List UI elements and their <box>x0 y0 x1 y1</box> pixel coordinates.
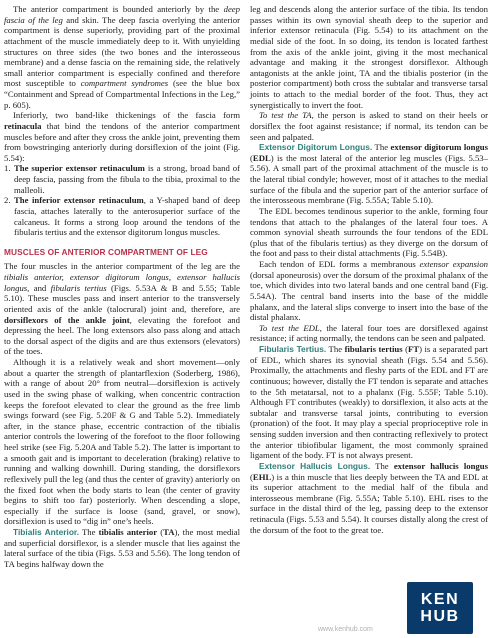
italic-term: extensor expansion <box>419 259 489 269</box>
italic-term: tibialis anterior, extensor digitorum longus, extensor hallucis longus, <box>4 272 240 293</box>
text-run: , elevating the forefoot and depressing the heel. The long extensors also pass along and attach to the dorsal aspect of the digits and are thus extensors (elevators) of the toes. <box>4 314 240 357</box>
subsection-heading: Extensor Hallucis Longus. <box>259 460 371 471</box>
text-run: The <box>326 344 345 354</box>
text-run: ( <box>157 527 164 537</box>
text-run: ) is the most lateral of the anterior leg muscles (Figs. 5.53–5.56). A small part of the proximal attachment of the muscle is to the lateral tibial condyle; however, most of it attaches to the medial surface of the fibula and the superior part of the anterior surface of the interosseous membrane (Fig. 5.55A; Table 5.10). <box>250 152 488 206</box>
intro-paragraph <box>4 4 240 110</box>
edl-expansion-paragraph <box>250 259 488 323</box>
text-run: ( <box>250 152 253 163</box>
text-run: is a strong, broad band of deep fascia, passing from the fibula to the tibia, proximal to the malleoli. <box>14 163 240 195</box>
bold-term: dorsiflexors of the ankle joint <box>4 314 130 325</box>
left-column <box>4 4 240 570</box>
kenhub-logo-badge <box>407 582 473 634</box>
dorsiflexion-paragraph: Although it is a relatively weak and short movement—only about a quarter the strength of plantarflexion (Soderberg, 1986), with a range of about 20° from neutral—dorsiflexion is actively used in the swing phase of walking, when concentric contraction keeps the forefoot elevated to clear the ground as the free limb swings forward (see Fig. 5.20F & G and Table 5.2). Immediately after, in the stance phase, eccentric contraction of the tibialis anterior controls the lowering of the forefoot to the floor following heel strike (see Fig. 5.20A and Table 5.2). The latter is important to a smooth gait and is important to deceleration (braking) relative to running and walking downhill. During standing, the dorsiflexors reflexively pull the leg (and thus the center of gravity) anteriorly on the fixed foot when the body starts to lean (the center of gravity begins to shift too far) posteriorly. When descending a slope, especially if the surface is loose (sand, gravel, or snow), dorsiflexion is used to “dig in” one’s heels. <box>4 357 240 527</box>
text-run: and <box>29 282 51 293</box>
bold-term: FT <box>408 344 420 354</box>
list-item <box>4 163 240 195</box>
logo-text: HUB <box>420 608 460 625</box>
text-run: The anterior compartment is bounded anteriorly by the <box>13 4 224 14</box>
text-run: ( <box>402 344 408 354</box>
ta-test-paragraph <box>250 110 488 142</box>
bold-term: EDL <box>252 152 271 163</box>
text-run: ) is a thin muscle that lies deeply between the TA and EDL at its superior attachment to the medial half of the fibula and interosseous membrane (Fig. 5.55A; Table 5.10). EHL rises to the surface in the distal third of the leg, passing deep to the extensor retinacula (Figs. 5.53 and 5.54). It courses distally along the crest of the dorsum of the foot to the great toe. <box>250 471 488 535</box>
list-number: 2. <box>4 195 11 206</box>
italic-term: To test the EDL <box>259 322 320 333</box>
tibialis-anterior-paragraph <box>4 527 240 570</box>
text-run: (see the blue box “Containment and Spread of Compartmental Infections in the Leg,” p. 605). <box>4 78 241 110</box>
bold-term: tibialis anterior <box>98 527 158 537</box>
bold-term: retinacula <box>4 120 42 131</box>
subsection-heading: Extensor Digitorum Longus. <box>259 142 373 153</box>
edl-tendons-paragraph: The EDL becomes tendinous superior to the ankle, forming four tendons that attach to the phalanges of the lateral four toes. A common synovial sheath surrounds the four tendons of the EDL (plus that of the fibularis tertius) as they diverge on the dorsum of the foot and pass to their distal attachments (Fig. 5.54B). <box>250 205 488 259</box>
text-run: , a Y-shaped band of deep fascia, attaches laterally to the anterosuperior surface of the calcaneus. It forms a strong loop around the tendons of the fibularis tertius and the extensor digitorum longus muscles. <box>14 195 240 238</box>
retinacula-paragraph <box>4 110 240 163</box>
section-heading: MUSCLES OF ANTERIOR COMPARTMENT OF LEG <box>4 246 208 257</box>
text-run: and skin. The deep fascia overlying the anterior compartment is dense superiorly, providing part of the proximal attachment of the muscle immediately deep to it. With unyielding structures on three sides (the two bones and the interosseous membrane) and a dense fascia on the remaining side, the relatively small anterior compartment is especially confined and therefore most susceptible to <box>4 14 240 89</box>
bold-term: extensor digitorum longus <box>390 142 488 153</box>
edl-paragraph <box>250 142 488 206</box>
text-run: (Figs. 5.53A & B and 5.55; Table 5.10). These muscles pass and insert anterior to the transversely oriented axis of the ankle (talocrural) joint and, therefore, are <box>4 282 240 314</box>
list-number: 1. <box>4 163 11 174</box>
text-run: Each tendon of EDL forms a membranous <box>259 259 420 269</box>
italic-term: compartment syndromes <box>80 78 169 89</box>
bold-term: fibularis tertius <box>344 344 403 354</box>
text-run: ( <box>250 471 253 482</box>
fibularis-tertius-paragraph <box>250 344 488 461</box>
edl-test-paragraph <box>250 323 488 344</box>
text-run: The <box>79 527 99 537</box>
subsection-heading: Tibialis Anterior. <box>13 527 80 537</box>
ta-continued-paragraph: leg and descends along the anterior surface of the tibia. Its tendon passes within its own synovial sheath deep to the superior and inferior extensor retinacula (Fig. 5.54) to its attachment on the medial side of the foot. In so doing, its tendon is located farthest from the axis of the ankle joint, giving it the most mechanical advantage and making it the strongest dorsiflexor. Although antagonists at the ankle joint, TA and the tibialis posterior (in the posterior compartment) both cross the subtalar and transverse tarsal joints to attach to the medial border of the foot. Thus, they act synergistically to invert the foot. <box>250 4 488 110</box>
ehl-paragraph <box>250 461 488 535</box>
text-run: The <box>370 460 394 471</box>
bold-term: The superior extensor retinaculum <box>14 163 145 174</box>
text-run: Inferiorly, two band-like thickenings of the fascia form <box>13 110 240 121</box>
list-text <box>14 195 240 238</box>
italic-term: fibularis tertius <box>50 282 107 293</box>
italic-term: deep fascia of the leg <box>4 4 240 25</box>
bold-term: The inferior extensor retinaculum <box>14 195 144 206</box>
text-run: , the lateral four toes are dorsiflexed against resistance; if acting normally, the tendons can be seen and palpated. <box>250 322 489 344</box>
subsection-heading: Fibularis Tertius. <box>259 344 327 354</box>
text-run: , the person is asked to stand on their heels or dorsiflex the foot against resistance; if normal, its tendon can be seen and palpated. <box>250 110 489 142</box>
italic-term: To test the TA <box>259 110 312 121</box>
bold-term: EHL <box>252 471 272 482</box>
list-item <box>4 195 240 238</box>
bold-term: extensor hallucis longus <box>393 460 488 471</box>
text-run: ) is a separated part of EDL, which shares its synovial sheath (Figs. 5.54 and 5.56). Proximally, the attachments and fleshy parts of the EDL and FT are continuous; however, distally the FT tendon is separate and attaches to the 5th metatarsal, not to a phalanx (Fig. 5.55F; Table 5.10). Although FT contributes (weakly) to dorsiflexion, it also acts at the subtalar and transverse tarsal joints, contributing to eversion (pronation) of the foot. It may play a special proprioceptive role in sensing sudden inversion and then contracting reflexively to protect the anterior tibiofibular ligament, the most commonly sprained ligament of the body. FT is not always present. <box>250 344 488 461</box>
text-run: The <box>372 142 391 153</box>
bold-term: TA <box>163 527 175 537</box>
text-run: ), the most medial and superficial dorsiflexor, is a slender muscle that lies against the lateral surface of the tibia (Figs. 5.53 and 5.56). The long tendon of TA begins halfway down the <box>4 527 240 569</box>
logo-text: KEN <box>420 591 460 608</box>
watermark: www.kenhub.com <box>318 626 373 633</box>
list-text <box>14 163 240 195</box>
text-run: (dorsal aponeurosis) over the dorsum of the proximal phalanx of the toe, which divides into two lateral bands and one central band (Fig. 5.54A). The central band inserts into the base of the middle phalanx, and the lateral slips converge to insert into the base of the distal phalanx. <box>250 269 488 323</box>
muscles-paragraph <box>4 261 240 357</box>
text-run: that bind the tendons of the anterior compartment muscles before and after they cross the ankle joint, preventing them from bowstringing anteriorly during dorsiflexion of the joint (Fig. 5.54): <box>4 120 240 163</box>
right-column <box>250 4 488 535</box>
text-run: The four muscles in the anterior compartment of the leg are the <box>4 261 240 272</box>
